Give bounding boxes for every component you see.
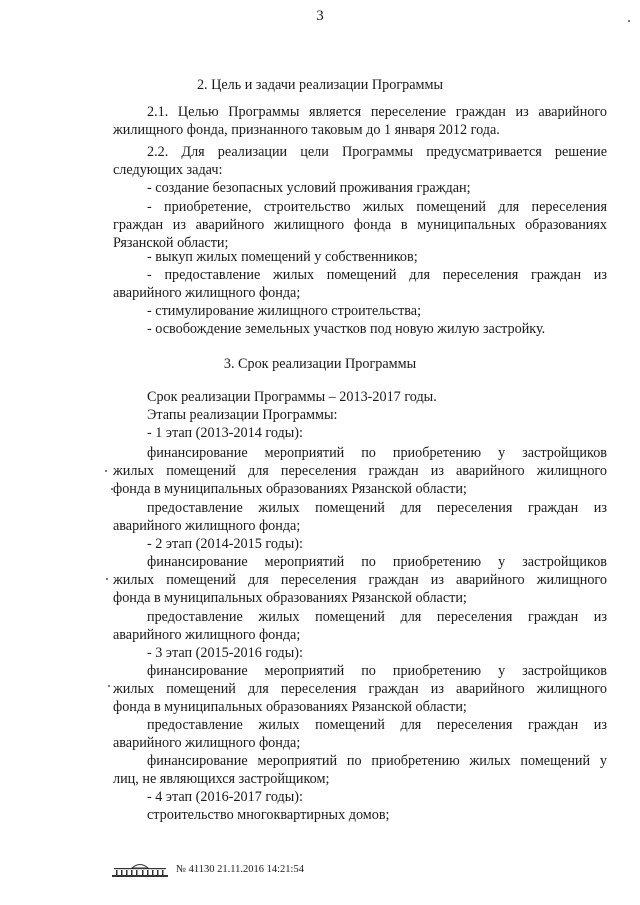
paragraph-line: 2.2. Для реализации цели Программы предусматривается решение [147,144,607,160]
page-number: 3 [316,8,324,24]
stage-heading: - 4 этап (2016-2017 годы): [147,789,303,805]
list-item: - освобождение земельных участков под новую жилую застройку. [147,321,546,337]
paragraph-line: финансирование мероприятий по приобретению у застройщиков [147,554,607,570]
list-item: - стимулирование жилищного строительства; [147,303,422,319]
stage-heading: - 2 этап (2014-2015 годы): [147,536,303,552]
paragraph-line: предоставление жилых помещений для переселения граждан из [147,717,607,733]
list-item: - приобретение, строительство жилых помещений для переселения [147,199,607,215]
paragraph-line: граждан из аварийного жилищного фонда в муниципальных образованиях [113,217,607,233]
paragraph-line: фонда в муниципальных образованиях Рязанской области; [113,481,467,497]
scan-speck [108,685,110,687]
list-item: - выкуп жилых помещений у собственников; [147,249,418,265]
scan-speck [106,578,108,580]
paragraph-line: Этапы реализации Программы: [147,407,338,423]
paragraph-line: Рязанской области; [113,235,229,251]
stage-heading: - 1 этап (2013-2014 годы): [147,425,303,441]
list-item: - создание безопасных условий проживания граждан; [147,180,471,196]
paragraph-line: финансирование мероприятий по приобретению жилых помещений у [147,753,607,769]
paragraph-line: жилых помещений для переселения граждан из аварийного жилищного [113,681,607,697]
paragraph-line: аварийного жилищного фонда; [113,627,301,643]
government-building-icon [112,862,168,876]
paragraph-line: лиц, не являющихся застройщиком; [113,771,330,787]
section-2-heading: 2. Цель и задачи реализации Программы [196,77,444,93]
list-item: - предоставление жилых помещений для переселения граждан из [147,267,607,283]
document-stamp: № 41130 21.11.2016 14:21:54 [176,864,304,875]
paragraph-line: аварийного жилищного фонда; [113,285,301,301]
scan-speck [628,20,630,22]
stage-heading: - 3 этап (2015-2016 годы): [147,645,303,661]
paragraph-line: финансирование мероприятий по приобретению у застройщиков [147,445,607,461]
scan-speck [111,488,113,490]
paragraph-line: предоставление жилых помещений для переселения граждан из [147,500,607,516]
paragraph-line: строительство многоквартирных домов; [147,807,390,823]
paragraph-line: предоставление жилых помещений для переселения граждан из [147,609,607,625]
paragraph-line: следующих задач: [113,162,223,178]
paragraph-line: жилых помещений для переселения граждан из аварийного жилищного [113,463,607,479]
section-3-heading: 3. Срок реализации Программы [223,356,417,372]
paragraph-line: фонда в муниципальных образованиях Рязанской области; [113,590,467,606]
paragraph-line: Срок реализации Программы – 2013-2017 годы. [147,389,437,405]
paragraph-line: 2.1. Целью Программы является переселение граждан из аварийного [147,104,607,120]
paragraph-line: фонда в муниципальных образованиях Рязанской области; [113,699,467,715]
paragraph-line: жилых помещений для переселения граждан из аварийного жилищного [113,572,607,588]
paragraph-line: финансирование мероприятий по приобретению у застройщиков [147,663,607,679]
scan-speck [105,470,107,472]
paragraph-line: аварийного жилищного фонда; [113,518,301,534]
paragraph-line: жилищного фонда, признанного таковым до 1 января 2012 года. [113,122,500,138]
paragraph-line: аварийного жилищного фонда; [113,735,301,751]
